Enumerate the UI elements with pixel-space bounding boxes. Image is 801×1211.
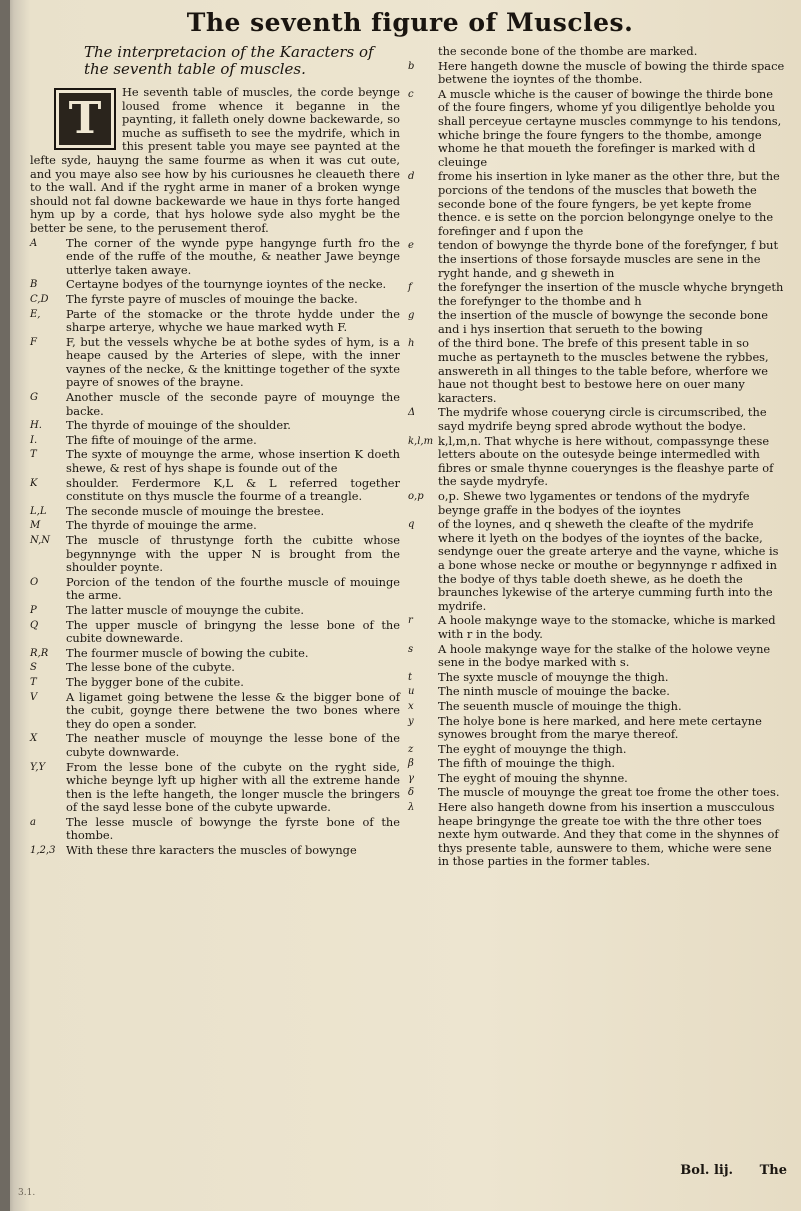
intro-text: He seventh table of muscles, the corde beynge loused frome whence it beganne in the paynting, it falleth onely downe backewarde, so muche as suffiseth to see the mydrife, which in this present table you maye see paynted at the lefte syde, hauyng the same fourme as when it was cut oute, and you maye also see how by his curiousnes he cleaueth there to the wall. And if the ryght arme in maner of a broken wynge should not fal downe backewarde we haue in thys forte hanged hym up by a corde, that hys holowe syde also myght be the better be sene, to the perusement therof. — [30, 85, 400, 235]
entry-text: The thyrde of mouinge the arme. — [66, 518, 257, 533]
entry-text: The lesse muscle of bowynge the fyrste bone of the thombe. — [66, 814, 400, 843]
key-entry — [408, 435, 786, 489]
entry-key: s — [408, 643, 414, 655]
entry-key: I. — [30, 434, 38, 446]
entry-key: δ — [408, 787, 415, 799]
entry-text: of the third bone. The brefe of this present table in so muche as pertayneth to the muscles betwene the rybbes, answereth in all thinges to the table before, wherfore we haue not thought best to bestowe here on ouer many karacters. — [438, 336, 769, 405]
entry-text: Here also hangeth downe from his insertion a muscculous heape bringynge the greate toe with the thre other toes nexte hym outwarde. And they that come in the shynnes of thys presente table, aunswere to them, whiche were sene in those parties in the former tables. — [438, 800, 779, 869]
entry-key: P — [30, 604, 37, 616]
entry-text: The syxte of mouynge the arme, whose insertion K doeth shewe, & rest of hys shape is founde out of the — [66, 447, 400, 476]
entry-text: The seuenth muscle of mouinge the thigh. — [438, 698, 682, 713]
entry-key: d — [408, 171, 415, 183]
entry-text: The ninth muscle of mouinge the backe. — [438, 684, 670, 699]
key-entry — [30, 477, 400, 504]
entry-key: C,D — [30, 293, 49, 305]
entry-text: The eyght of mouynge the thigh. — [438, 741, 627, 756]
key-entry — [408, 715, 786, 742]
key-entry — [408, 60, 786, 87]
entry-text: The syxte muscle of mouynge the thigh. — [438, 669, 669, 684]
entry-text: o,p. Shewe two lygamentes or tendons of the mydryfe beynge graffe in the bodyes of the ioyntes — [438, 489, 750, 517]
key-entry — [408, 801, 786, 869]
key-entry — [408, 88, 786, 170]
entry-key: Y,Y — [30, 761, 46, 773]
right-key-list — [408, 45, 786, 869]
entry-text: shoulder. Ferdermore K,L & L referred together constitute on thys muscle the fourme of a treangle. — [66, 475, 400, 504]
key-entry — [30, 761, 400, 815]
key-entry — [408, 614, 786, 641]
entry-text: the seconde bone of the thombe are marked. — [438, 44, 698, 58]
key-entry — [30, 732, 400, 759]
catchword-text: The — [759, 1163, 787, 1178]
entry-key: S — [30, 662, 37, 674]
key-entry — [30, 647, 400, 661]
key-entry — [30, 661, 400, 675]
entry-text: The fourmer muscle of bowing the cubite. — [66, 645, 309, 660]
entry-text: With these thre karacters the muscles of bowynge — [66, 843, 357, 858]
key-entry — [408, 786, 786, 800]
key-entry — [30, 816, 400, 843]
entry-text: From the lesse bone of the cubyte on the ryght side, whiche beynge lyft up higher with all the extreme hande then is the lefte hangeth, the longer muscle the bringers of the sayd lesse bone of the cubyte upwarde. — [66, 759, 400, 815]
key-entry — [408, 309, 786, 336]
entry-key: u — [408, 686, 415, 698]
key-entry — [408, 281, 786, 308]
entry-text: tendon of bowynge the thyrde bone of the forefynger, f but the insertions of those forsayde muscles are sene in the ryght hande, and g sheweth in — [438, 238, 779, 280]
entry-key: t — [408, 671, 413, 683]
key-entry — [30, 237, 400, 278]
entry-key: o,p — [408, 491, 424, 502]
entry-text: The corner of the wynde pype hangynge furth fro the ende of the ruffe of the mouthe, & neather Jawe beynge utterlye taken awaye. — [66, 235, 400, 277]
key-entry — [30, 505, 400, 519]
key-entry — [408, 518, 786, 613]
entry-text: the forefynger the insertion of the muscle whyche bryngeth the forefynger to the thombe and h — [438, 280, 784, 308]
entry-key: L,L — [30, 505, 47, 517]
entry-text: The mydrife whose coueryng circle is circumscribed, the sayd mydrife beyng spred abrode wythout the bodye. — [438, 405, 767, 434]
key-entry — [408, 239, 786, 280]
entry-text: Parte of the stomacke or the throte hydde under the sharpe arterye, whyche we haue marked wyth F. — [66, 306, 400, 335]
entry-text: The fifth of mouinge the thigh. — [438, 756, 616, 771]
key-entry — [408, 45, 786, 59]
entry-text: The muscle of mouynge the great toe frome the other toes. — [438, 785, 780, 800]
entry-key: q — [408, 519, 415, 531]
book-gutter — [0, 0, 10, 1211]
key-entry — [408, 490, 786, 517]
entry-key: M — [30, 520, 41, 532]
key-entry — [30, 534, 400, 575]
entry-text: Here hangeth downe the muscle of bowing the thirde space betwene the ioyntes of the thombe. — [438, 58, 785, 87]
entry-text: The thyrde of mouinge of the shoulder. — [66, 418, 291, 433]
entry-text: The neather muscle of mouynge the lesse bone of the cubyte downwarde. — [66, 731, 400, 759]
entry-text: The eyght of mouing the shynne. — [438, 770, 628, 785]
entry-key: H. — [30, 420, 42, 432]
entry-key: F — [30, 336, 37, 348]
key-entry — [30, 391, 400, 418]
entry-text: A ligamet going betwene the lesse & the bigger bone of the cubit, goynge there betwene the two bones where they do open a sonder. — [66, 689, 400, 731]
entry-key: z — [408, 743, 414, 755]
entry-key: G — [30, 392, 38, 404]
intro-paragraph — [30, 86, 400, 236]
entry-text: The muscle of thrustynge forth the cubitte whose begynnynge with the upper N is brought from the shoulder poynte. — [66, 533, 400, 575]
entry-key: Q — [30, 619, 39, 631]
key-entry — [30, 308, 400, 335]
entry-text: A hoole makynge waye for the stalke of the holowe veyne sene in the bodye marked with s. — [438, 641, 771, 670]
entry-key: c — [408, 88, 414, 100]
entry-text: The bygger bone of the cubite. — [66, 674, 244, 689]
entry-key: x — [408, 700, 414, 712]
key-entry — [408, 643, 786, 670]
key-entry — [30, 519, 400, 533]
entry-key: X — [30, 733, 38, 745]
key-entry — [408, 700, 786, 714]
key-entry — [30, 844, 400, 858]
entry-text: A hoole makynge waye to the stomacke, whiche is marked with r in the body. — [438, 613, 776, 641]
entry-key: y — [408, 715, 414, 727]
entry-text: Porcion of the tendon of the fourthe muscle of mouinge the arme. — [66, 574, 400, 603]
entry-key: λ — [408, 802, 415, 814]
left-key-list — [30, 237, 400, 858]
key-entry — [408, 757, 786, 771]
entry-text: F, but the vessels whyche be at bothe sydes of hym, is a heape caused by the Arteries of slepe, with the inner vaynes of the necke, & the knittinge together of the syxte payre of snowes of the brayne. — [66, 334, 400, 390]
key-entry — [30, 676, 400, 690]
entry-text: The fifte of mouinge of the arme. — [66, 432, 257, 447]
entry-key: V — [30, 691, 38, 703]
entry-key: B — [30, 279, 38, 291]
key-entry — [408, 170, 786, 238]
page-mark: 3.1. — [18, 1188, 36, 1198]
section-title: The interpretacion of the Karacters of the seventh table of muscles. — [84, 43, 374, 78]
entry-text: The holye bone is here marked, and here mete certayne synowes brought from the marye thereof. — [438, 713, 762, 742]
entry-text: frome his insertion in lyke maner as the other thre, but the porcions of the tendons of the muscles that boweth the seconde bone of the foure fyngers, be yet kepte frome thence. e is sette on the porcion belongynge onelye to the forefinger and f upon the — [438, 169, 780, 238]
entry-key: g — [408, 310, 415, 322]
entry-text: The upper muscle of bringyng the lesse bone of the cubite downewarde. — [66, 617, 400, 646]
key-entry — [30, 448, 400, 475]
decorated-initial: T — [54, 88, 116, 150]
entry-key: k,l,m — [408, 435, 434, 447]
entry-text: A muscle whiche is the causer of bowinge the thirde bone of the foure fingers, whome yf you diligentlye beholde you shall perceyue certayne muscles commynge to his tendons, whiche bringe the foure fyngers to the thombe, amonge whome he that moueth the forefinger is marked with d cleuinge — [438, 86, 782, 169]
key-entry — [30, 619, 400, 646]
entry-key: T — [30, 449, 37, 461]
entry-key: N,N — [30, 535, 51, 546]
key-entry — [30, 576, 400, 603]
entry-text: The seconde muscle of mouinge the brestee. — [66, 503, 325, 518]
key-entry — [408, 685, 786, 699]
entry-text: The fyrste payre of muscles of mouinge the backe. — [66, 291, 358, 306]
entry-key: e — [408, 240, 414, 252]
entry-key: h — [408, 338, 415, 350]
entry-key: γ — [408, 772, 414, 784]
entry-key: r — [408, 615, 413, 627]
right-column — [408, 44, 786, 870]
entry-text: The lesse bone of the cubyte. — [66, 660, 235, 675]
key-entry — [30, 434, 400, 448]
key-entry — [408, 772, 786, 786]
entry-key: A — [30, 237, 38, 249]
entry-key: f — [408, 282, 412, 294]
key-entry — [408, 406, 786, 433]
key-entry — [30, 604, 400, 618]
running-head: The seventh figure of Muscles. — [186, 8, 634, 37]
key-entry — [408, 337, 786, 405]
key-entry — [408, 671, 786, 685]
entry-key: T — [30, 676, 37, 688]
key-entry — [30, 278, 400, 292]
key-entry — [30, 336, 400, 390]
entry-key: Δ — [408, 407, 416, 419]
catchword — [647, 1163, 787, 1178]
key-entry — [30, 293, 400, 307]
entry-key: 1,2,3 — [30, 845, 56, 857]
entry-text: the insertion of the muscle of bowynge the seconde bone and i hys insertion that serueth to the bowing — [438, 308, 768, 336]
entry-key: b — [408, 60, 415, 72]
entry-key: O — [30, 576, 39, 588]
entry-text: The latter muscle of mouynge the cubite. — [66, 602, 305, 617]
entry-key: K — [30, 477, 38, 489]
entry-text: k,l,m,n. That whyche is here without, compassynge these letters aboute on the outesyde beinge intermedled with fibres or smale thynne couerynges is the fleashye parte of the sayde mydryfe. — [438, 433, 774, 489]
folio-mark: Bol. lij. — [680, 1163, 734, 1178]
entry-key: a — [30, 816, 36, 828]
entry-text: Certayne bodyes of the tournynge ioyntes of the necke. — [66, 277, 387, 292]
entry-key: R,R — [30, 647, 49, 659]
entry-text: of the loynes, and q sheweth the cleafte of the mydrife where it lyeth on the bodyes of the ioyntes of the backe, sendynge ouer the greate arterye and the vayne, whiche is a bone whose necke or mouthe or begynnynge r adfixed in the bodye of thys table doeth shewe, as he doeth the braunches lykewise of the arterye cumming furth into the mydrife. — [438, 517, 779, 613]
entry-text: Another muscle of the seconde payre of mouynge the backe. — [66, 390, 400, 418]
key-entry — [30, 419, 400, 433]
entry-key: β — [408, 758, 414, 770]
entry-key: E, — [30, 308, 41, 320]
left-column — [30, 44, 400, 859]
key-entry — [30, 691, 400, 732]
key-entry — [408, 743, 786, 757]
